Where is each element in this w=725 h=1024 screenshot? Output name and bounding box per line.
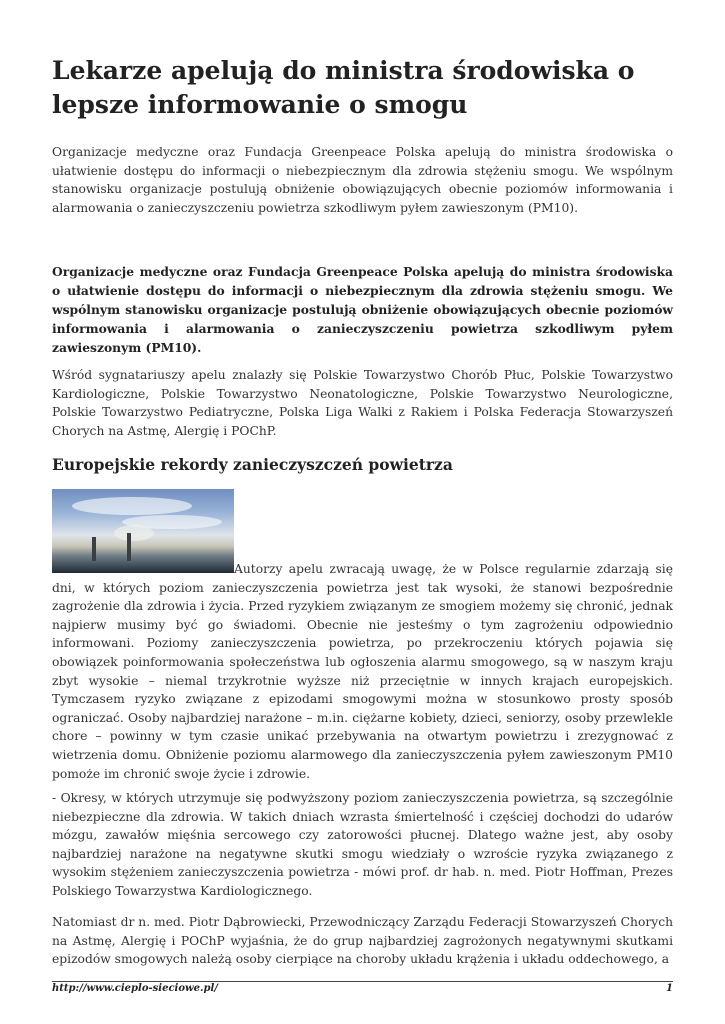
article-lead: Organizacje medyczne oraz Fundacja Greenpeace Polska apelują do ministra środowiska o ułatwienie dostępu do informacji o niebezpiecznym dla zdrowia stężeniu smogu. We wspólnym stanowisku organizacje postulują obniżenie obowiązujących obecnie poziomów informowania i alarmowania o zanieczyszczeniu powietrza szkodliwym pyłem zawieszonym (PM10).	[52, 145, 673, 215]
article-title: Lekarze apelują do ministra środowiska o lepsze informowanie o smogu	[52, 56, 635, 119]
section-heading: Europejskie rekordy zanieczyszczeń powietrza	[52, 455, 453, 474]
main-paragraph-text: Autorzy apelu zwracają uwagę, że w Polsce regularnie zdarzają się dni, w których poziom zanieczyszczenia powietrza jest tak wysoki, że stanowi bezpośrednie zagrożenie dla zdrowia i życia. Przed ryzykiem związanym ze smogiem możemy się chronić, jednak najpierw musimy być go świadomi. Obecnie nie jesteśmy o tym zagrożeniu odpowiednio informowani. Poziomy zanieczyszczenia powietrza, po przekroczeniu których pojawia się obowiązek poinformowania społeczeństwa lub ogłoszenia alarmu smogowego, są w naszym kraju zbyt wysokie – niemal trzykrotnie wyższe niż przeciętnie w innych krajach europejskich. Tymczasem ryzyko związane z epizodami smogowymi można w stosunkowo prosty sposób ograniczać. Osoby najbardziej narażone – m.in. ciężarne kobiety, dzieci, seniorzy, osoby przewlekle chore – powinny w tym czasie unikać przebywania na otwartym powietrzu i zrezygnować z wietrzenia domu. Obniżenie poziomu alarmowego dla zanieczyszczenia pyłem zawieszonym PM10 pomoże im chronić swoje życie i zdrowie.	[52, 562, 673, 781]
signatories-paragraph: Wśród sygnatariuszy apelu znalazły się Polskie Towarzystwo Chorób Płuc, Polskie Towarzystwo Kardiologiczne, Polskie Towarzystwo Neonatologiczne, Polskie Towarzystwo Neurologiczne, Polskie Towarzystwo Pediatryczne, Polska Liga Walki z Rakiem i Polska Federacja Stowarzyszeń Chorych na Astmę, Alergię i POChP.	[52, 368, 673, 438]
last-paragraph: Natomiast dr n. med. Piotr Dąbrowiecki, Przewodniczący Zarządu Federacji Stowarzyszeń Chorych na Astmę, Alergię i POChP wyjaśnia, że do grup najbardziej zagrożonych negatywnymi skutkami epizodów smogowych należą osoby cierpiące na choroby układu krążenia i układu oddechowego, a	[52, 915, 673, 967]
footer-url[interactable]: http://www.cieplo-sieciowe.pl/	[52, 983, 218, 994]
article-bold-lead: Organizacje medyczne oraz Fundacja Greenpeace Polska apelują do ministra środowiska o ułatwienie dostępu do informacji o niebezpiecznym dla zdrowia stężeniu smogu. We wspólnym stanowisku organizacje postulują obniżenie obowiązujących obecnie poziomów informowania i alarmowania o zanieczyszczeniu powietrza szkodliwym pyłem zawieszonym (PM10).	[52, 264, 673, 355]
page-number: 1	[666, 983, 673, 994]
main-paragraph	[52, 489, 673, 783]
smog-photo	[52, 489, 234, 573]
footer-divider	[52, 981, 673, 982]
quote-paragraph: - Okresy, w których utrzymuje się podwyższony poziom zanieczyszczenia powietrza, są szczególnie niebezpieczne dla zdrowia. W takich dniach wzrasta śmiertelność i częściej dochodzi do udarów mózgu, zawałów mięśnia sercowego czy zatorowości płucnej. Dlatego ważne jest, aby osoby najbardziej narażone na negatywne skutki smogu wiedziały o wzroście ryzyka związanego z wysokim stężeniem zanieczyszczenia powietrza - mówi prof. dr hab. n. med. Piotr Hoffman, Prezes Polskiego Towarzystwa Kardiologicznego.	[52, 791, 673, 898]
